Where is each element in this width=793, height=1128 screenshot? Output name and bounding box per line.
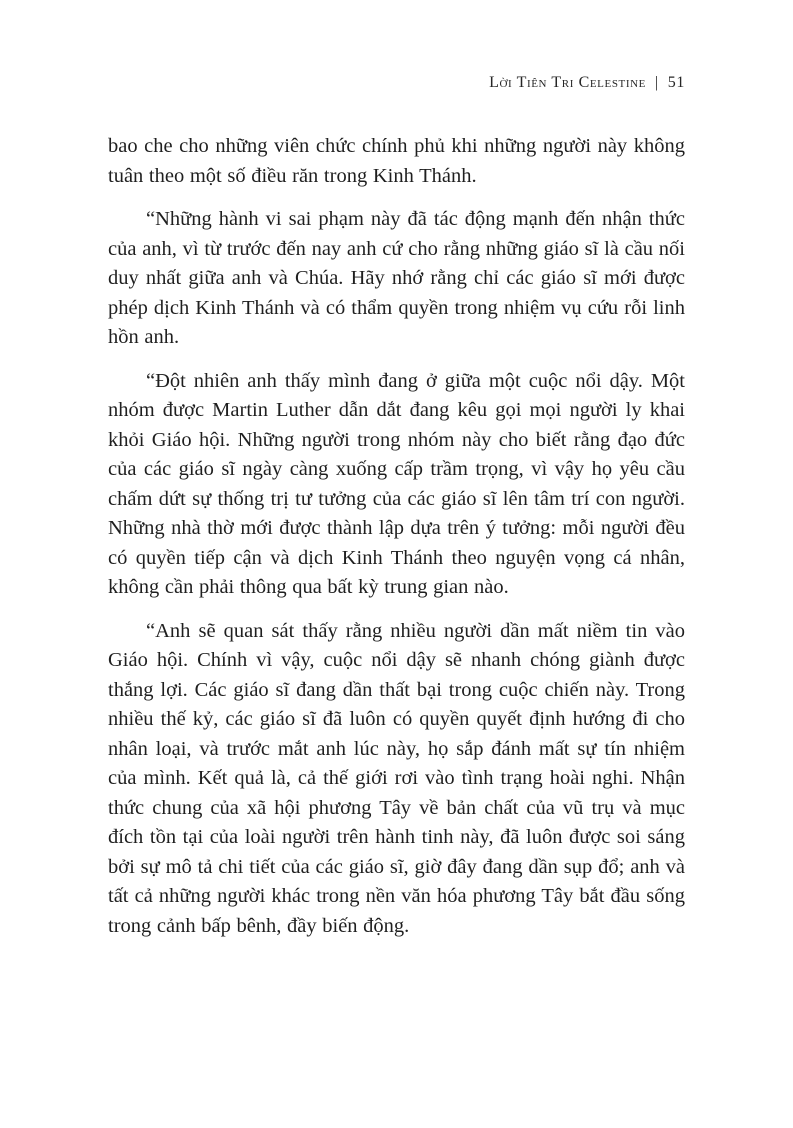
paragraph: “Những hành vi sai phạm này đã tác động mạnh đến nhận thức của anh, vì từ trước đến nay anh cứ cho rằng những giáo sĩ là cầu nối duy nhất giữa anh và Chúa. Hãy nhớ rằng chỉ các giáo sĩ mới được phép dịch Kinh Thánh và có thẩm quyền trong nhiệm vụ cứu rỗi linh hồn anh. xyxy=(108,208,685,348)
header-separator: | xyxy=(654,74,659,91)
paragraph-continuation: bao che cho những viên chức chính phủ khi những người này không tuân theo một số điều răn trong Kinh Thánh. xyxy=(108,135,685,187)
running-title: Lời Tiên Tri Celestine xyxy=(489,74,646,91)
paragraph: “Anh sẽ quan sát thấy rằng nhiều người dần mất niềm tin vào Giáo hội. Chính vì vậy, cuộc nổi dậy sẽ nhanh chóng giành được thắng lợi. Các giáo sĩ đang dần thất bại trong cuộc chiến này. Trong nhiều thế kỷ, các giáo sĩ đã luôn có quyền quyết định hướng đi cho nhân loại, và trước mắt anh lúc này, họ sắp đánh mất sự tín nhiệm của mình. Kết quả là, cả thế giới rơi vào tình trạng hoài nghi. Nhận thức chung của xã hội phương Tây về bản chất của vũ trụ và mục đích tồn tại của loài người trên hành tinh này, đã luôn được soi sáng bởi sự mô tả chi tiết của các giáo sĩ, giờ đây đang dần sụp đổ; anh và tất cả những người khác trong nền văn hóa phương Tây bắt đầu sống trong cảnh bấp bênh, đầy biến động. xyxy=(108,619,685,937)
page-number: 51 xyxy=(667,74,685,91)
body-text xyxy=(108,132,685,941)
running-head xyxy=(108,74,685,92)
paragraph: “Đột nhiên anh thấy mình đang ở giữa một cuộc nổi dậy. Một nhóm được Martin Luther dẫn dắt đang kêu gọi mọi người ly khai khỏi Giáo hội. Những người trong nhóm này cho biết rằng đạo đức của các giáo sĩ ngày càng xuống cấp trầm trọng, vì vậy họ yêu cầu chấm dứt sự thống trị tư tưởng của các giáo sĩ lên tâm trí con người. Những nhà thờ mới được thành lập dựa trên ý tưởng: mỗi người đều có quyền tiếp cận và dịch Kinh Thánh theo nguyện vọng cá nhân, không cần phải thông qua bất kỳ trung gian nào. xyxy=(108,369,685,598)
